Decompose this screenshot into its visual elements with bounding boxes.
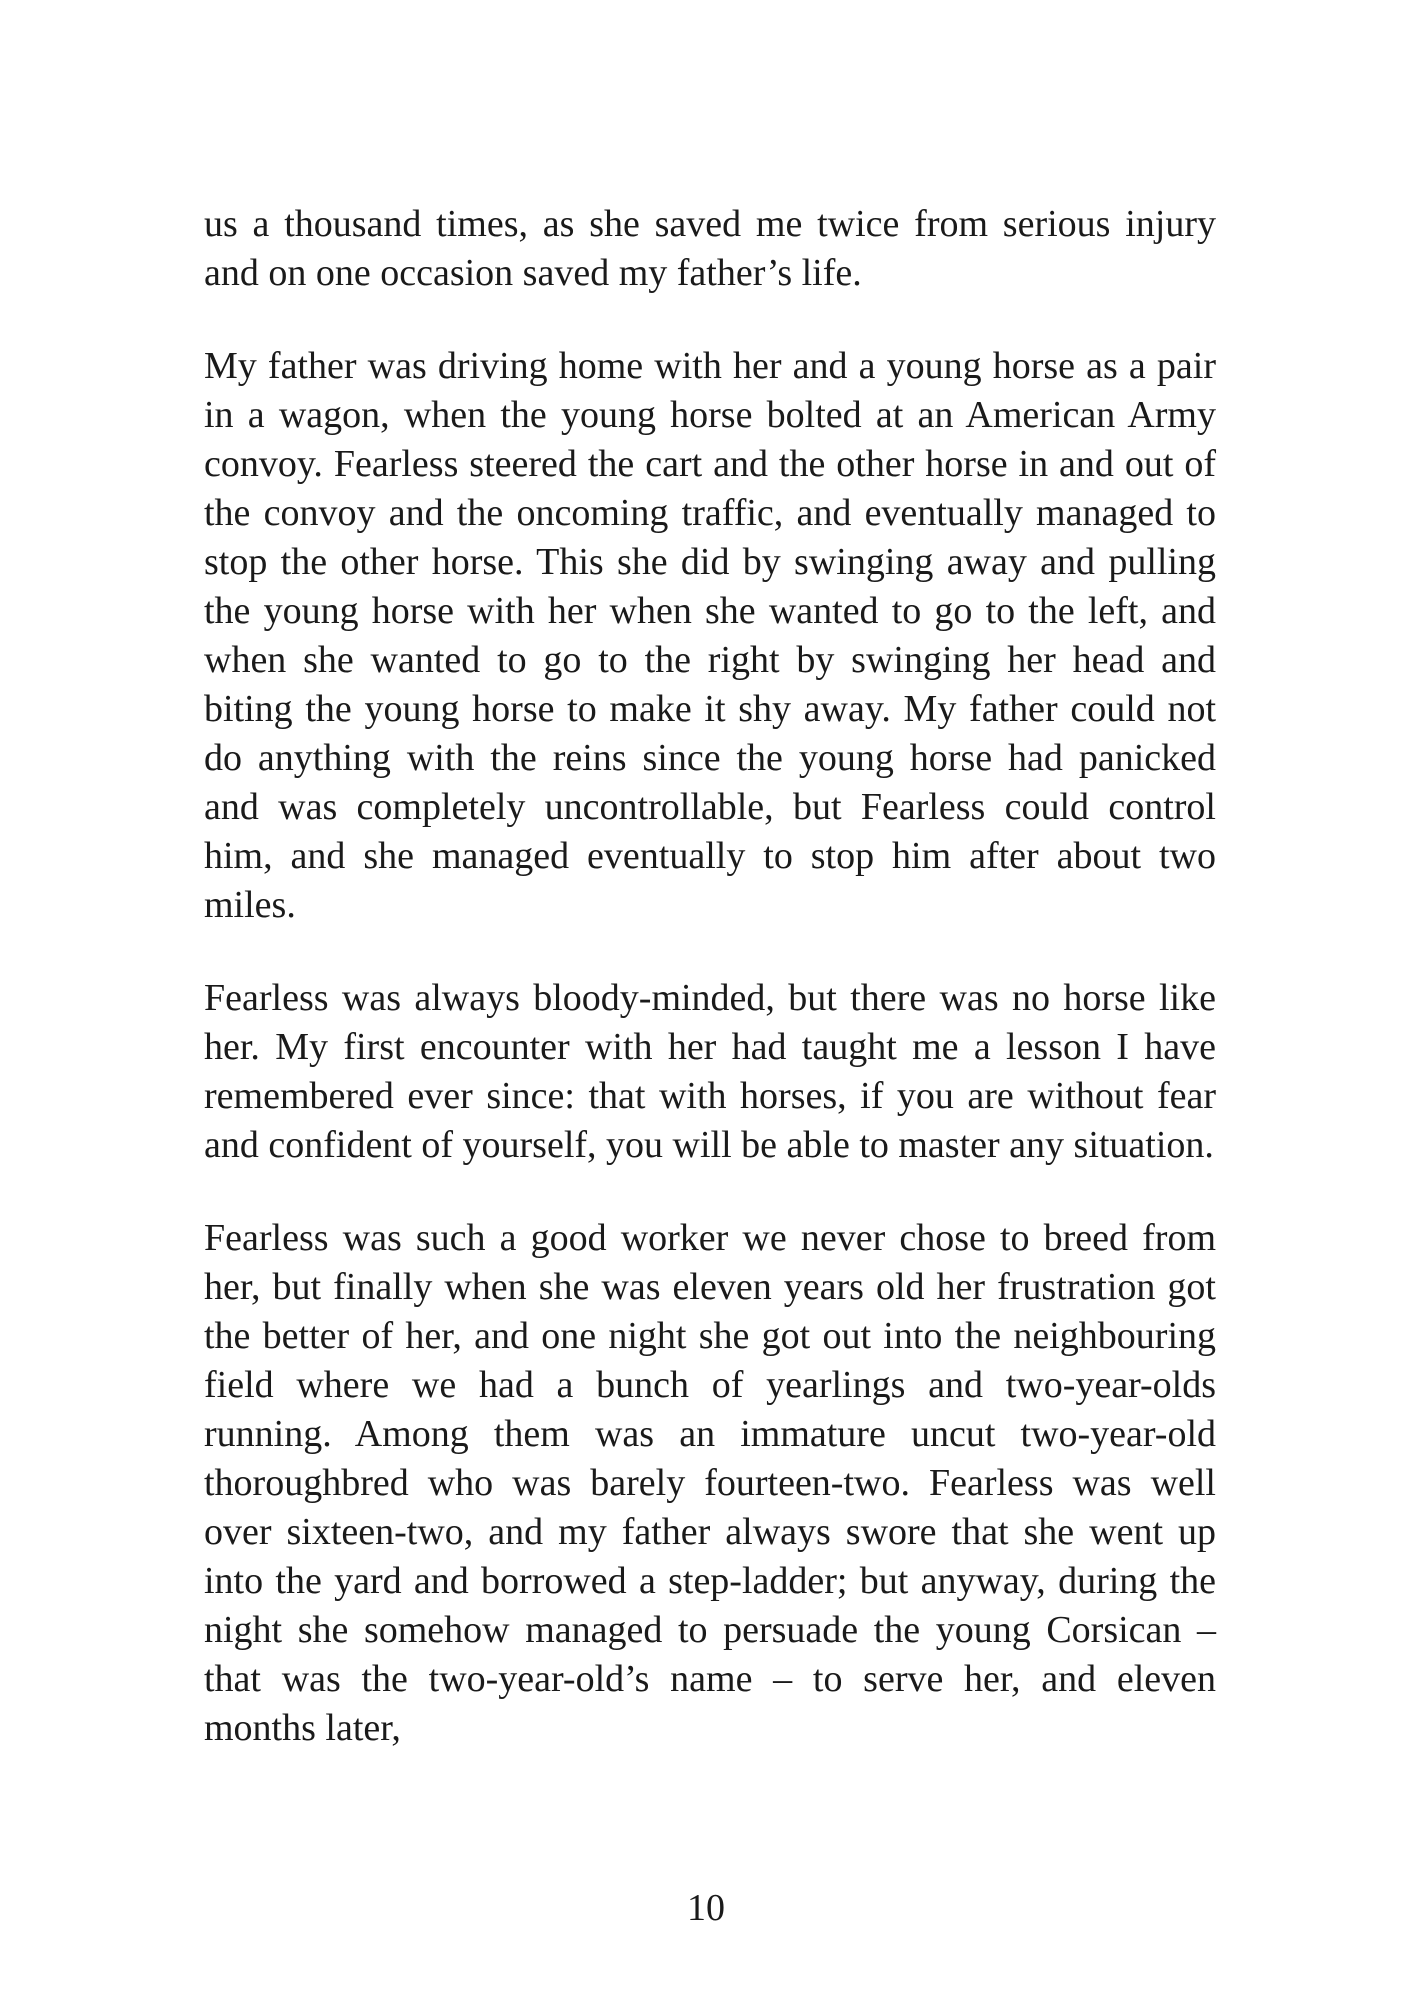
paragraph-3: Fearless was always bloody-minded, but there was no horse like her. My first encounter with her had taught me a lesson I have remembered ever since: that with horses, if you are without fear and confident of yourself, you will be able to master any situation. — [204, 977, 1216, 1166]
body-text — [204, 200, 1216, 1797]
paragraph-2: My father was driving home with her and a young horse as a pair in a wagon, when the young horse bolted at an American Army convoy. Fearless steered the cart and the other horse in and out of the convoy and the oncoming traffic, and eventually managed to stop the other horse. This she did by swinging away and pulling the young horse with her when she wanted to go to the left, and when she wanted to go to the right by swinging her head and biting the young horse to make it shy away. My father could not do anything with the reins since the young horse had panicked and was completely uncontrollable, but Fearless could control him, and she managed eventually to stop him after about two miles. — [204, 345, 1216, 926]
paragraph-1: us a thousand times, as she saved me twice from serious injury and on one occasion saved my father’s life. — [204, 203, 1216, 294]
page-number: 10 — [687, 1887, 725, 1929]
paragraph-4: Fearless was such a good worker we never chose to breed from her, but finally when she was eleven years old her frustration got the better of her, and one night she got out into the neighbouring field where we had a bunch of yearlings and two-year-olds running. Among them was an immature uncut two-year-old thoroughbred who was barely fourteen-two. Fearless was well over sixteen-two, and my father always swore that she went up into the yard and borrowed a step-ladder; but anyway, during the night she somehow managed to persuade the young Corsican – that was the two-year-old’s name – to serve her, and eleven months later, — [204, 1217, 1216, 1749]
